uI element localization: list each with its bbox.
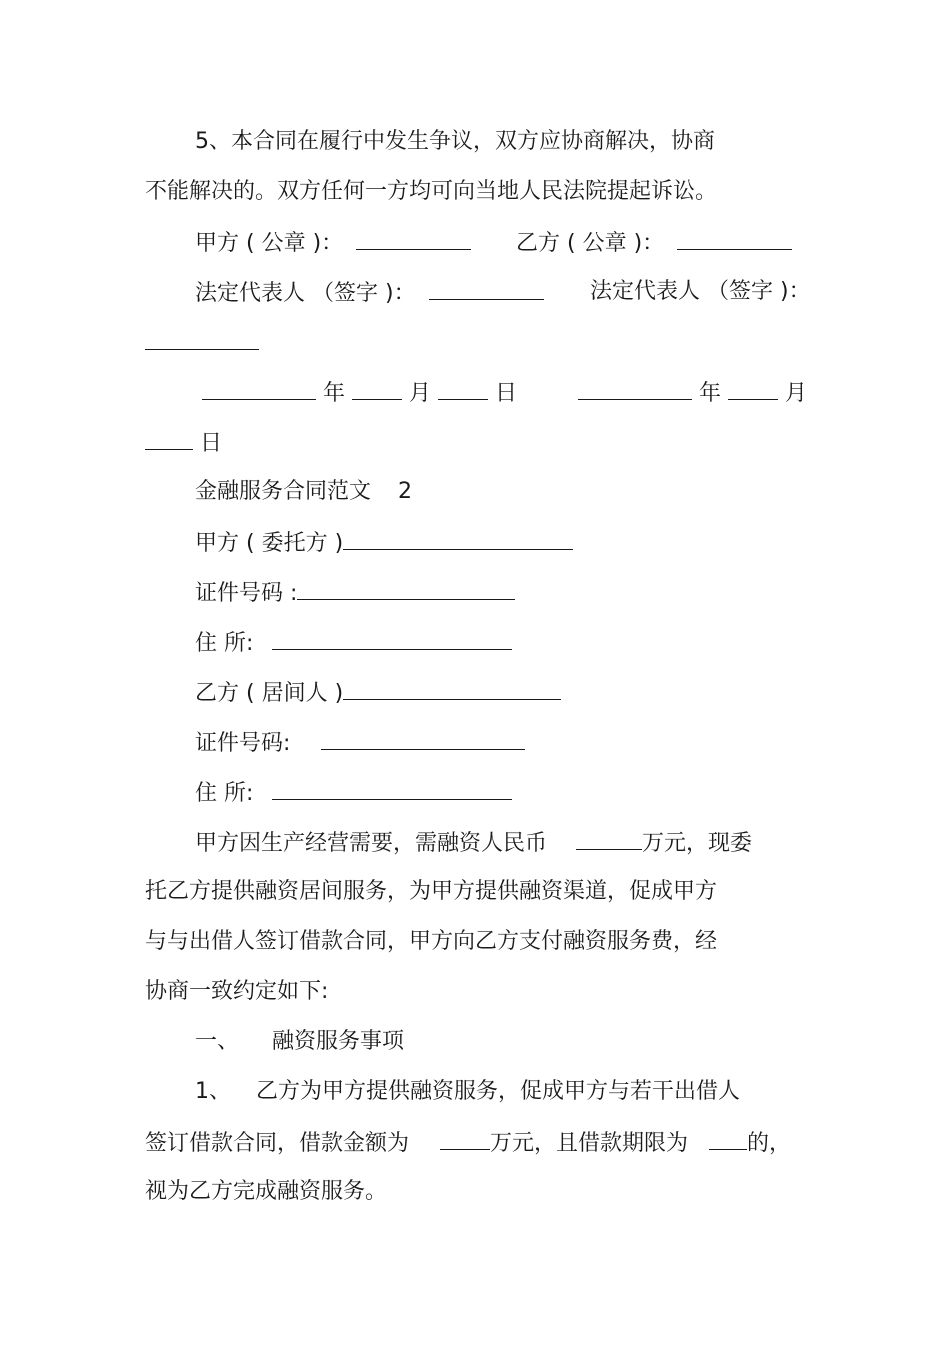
- financing-amount-blank: [576, 827, 642, 850]
- party-b-day-label: 日: [200, 431, 223, 456]
- party-a-rep-blank: [429, 277, 544, 300]
- party-b-seal-label: 乙方 ( 公章 )：: [516, 231, 665, 256]
- party-a-address-label: 住 所:: [195, 631, 254, 656]
- party-b-month-blank: [728, 377, 778, 400]
- document-title: [195, 477, 412, 507]
- party-a-id-blank: [297, 577, 515, 600]
- party-b-day-blank: [145, 427, 193, 450]
- party-b-address-label: 住 所:: [195, 781, 254, 806]
- party-a-year-blank: [202, 377, 316, 400]
- party-a-address-line: [195, 627, 512, 659]
- party-b-broker-line: [195, 677, 561, 709]
- document-title-number: 2: [398, 479, 413, 504]
- party-b-rep-line: [590, 277, 811, 307]
- party-a-month-label: 月: [409, 381, 432, 406]
- section-1-number: 一、: [195, 1029, 240, 1054]
- party-b-id-blank: [321, 727, 525, 750]
- item-1-text-b: 签订借款合同，借款金额为: [145, 1131, 410, 1156]
- party-b-rep-blank: [145, 327, 259, 350]
- party-b-rep-blank-line: [145, 327, 259, 359]
- intro-para-line-4: 协商一致约定如下:: [145, 979, 329, 1004]
- loan-term-blank: [709, 1127, 747, 1150]
- party-a-rep-label: 法定代表人 （签字 )：: [195, 281, 416, 306]
- item-1-text-a: 乙方为甲方提供融资服务，促成甲方与若干出借人: [256, 1079, 741, 1104]
- party-a-day-blank: [438, 377, 488, 400]
- party-b-seal-line: [516, 227, 792, 259]
- party-b-address-blank: [272, 777, 512, 800]
- party-b-id-label: 证件号码:: [195, 731, 291, 756]
- party-a-client-label: 甲方 ( 委托方 ): [195, 531, 344, 556]
- intro-para-text-a: 甲方因生产经营需要，需融资人民币: [195, 831, 548, 856]
- party-a-seal-line: [195, 227, 471, 259]
- intro-para-line-1: [195, 827, 752, 859]
- party-a-seal-label: 甲方 ( 公章 )：: [195, 231, 344, 256]
- party-b-month-label: 月: [785, 381, 808, 406]
- party-a-year-label: 年: [323, 381, 346, 406]
- party-a-date-line: [202, 377, 517, 409]
- party-b-rep-label: 法定代表人 （签字 )：: [590, 279, 811, 304]
- party-b-year-label: 年: [699, 381, 722, 406]
- party-a-seal-blank: [356, 227, 471, 250]
- party-a-id-label: 证件号码 :: [195, 581, 298, 606]
- loan-amount-blank: [440, 1127, 490, 1150]
- party-b-broker-label: 乙方 ( 居间人 ): [195, 681, 344, 706]
- party-b-day-line: [145, 427, 222, 459]
- party-b-year-blank: [578, 377, 692, 400]
- party-a-client-blank: [343, 527, 573, 550]
- item-1-number: 1、: [195, 1079, 231, 1104]
- item-1-line-2: [145, 1127, 791, 1159]
- party-b-broker-blank: [343, 677, 561, 700]
- party-b-seal-blank: [677, 227, 792, 250]
- section-1-heading: [195, 1027, 404, 1057]
- party-a-client-line: [195, 527, 573, 559]
- party-a-rep-line: [195, 277, 544, 309]
- party-a-day-label: 日: [495, 381, 518, 406]
- item-1-line-1: [195, 1077, 740, 1107]
- item-1-line-3: 视为乙方完成融资服务。: [145, 1179, 388, 1204]
- clause-5-line-2: 不能解决的。双方任何一方均可向当地人民法院提起诉讼。: [145, 179, 718, 204]
- document-title-text: 金融服务合同范文: [195, 479, 372, 504]
- item-1-text-c: 万元，且借款期限为: [490, 1131, 689, 1156]
- clause-5-line-1: 5、本合同在履行中发生争议，双方应协商解决，协商: [195, 129, 715, 154]
- intro-para-text-b: 万元，现委: [642, 831, 753, 856]
- party-a-id-line: [195, 577, 515, 609]
- party-b-date-line: [578, 377, 807, 409]
- party-a-month-blank: [352, 377, 402, 400]
- section-1-title: 融资服务事项: [272, 1029, 405, 1054]
- intro-para-line-2: 托乙方提供融资居间服务，为甲方提供融资渠道，促成甲方: [145, 879, 718, 904]
- intro-para-line-3: 与与出借人签订借款合同，甲方向乙方支付融资服务费，经: [145, 929, 718, 954]
- item-1-text-d: 的，: [747, 1131, 792, 1156]
- party-b-address-line: [195, 777, 512, 809]
- party-a-address-blank: [272, 627, 512, 650]
- party-b-id-line: [195, 727, 525, 759]
